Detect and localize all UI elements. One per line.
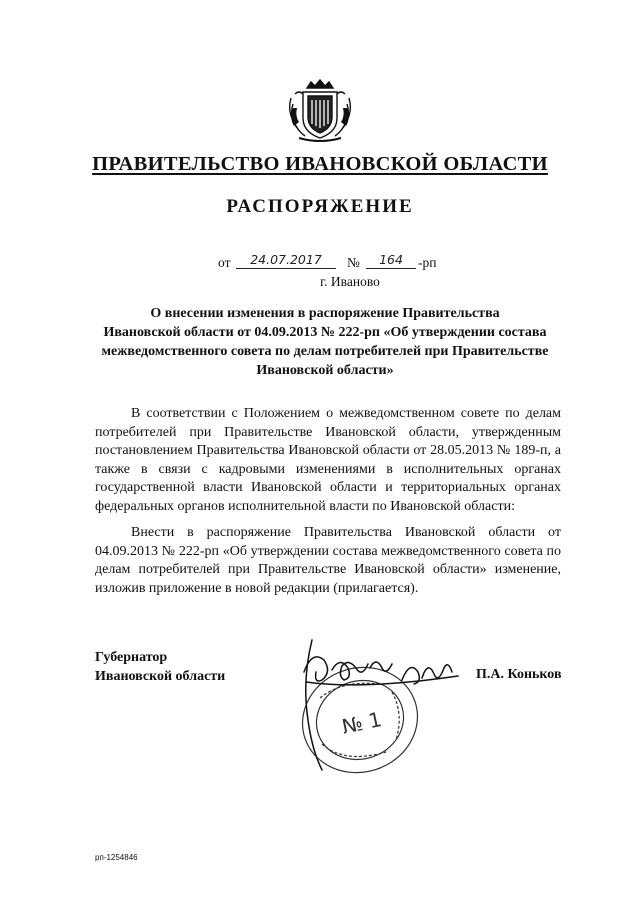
- date-prefix: от: [218, 255, 231, 270]
- document-type-heading: РАСПОРЯЖЕНИЕ: [226, 196, 414, 217]
- handwritten-signature: [304, 640, 458, 770]
- document-code: рп-1254846: [95, 853, 138, 862]
- document-subject: [90, 304, 560, 380]
- body-paragraph-1: В соответствии с Положением о межведомственном совете по делам потребителей при Правительстве Ивановской области, утвержденным постановлением Правительства Ивановской области от 28.05.2013 № 189-п, а также в связи с кадровыми изменениями в исполнительных органах государственной власти Ивановской области и территориальных органах федеральных органов исполнительной власти по Ивановской области:: [95, 406, 561, 514]
- signatory-position: Губернатор Ивановской области: [95, 650, 226, 684]
- subject-line: Ивановской области»: [256, 363, 394, 378]
- seal-number: № 1: [339, 707, 384, 739]
- signature-and-seal: [282, 620, 482, 780]
- number-suffix: -рп: [418, 255, 437, 270]
- subject-line: межведомственного совета по делам потребителей при Правительстве: [101, 344, 549, 359]
- number-prefix: №: [347, 255, 360, 270]
- organization-title: ПРАВИТЕЛЬСТВО ИВАНОВСКОЙ ОБЛАСТИ: [92, 153, 548, 175]
- subject-line: О внесении изменения в распоряжение Правительства: [150, 306, 500, 321]
- coat-of-arms-emblem: [285, 78, 355, 142]
- body-paragraph-2: Внести в распоряжение Правительства Ивановской области от 04.09.2013 № 222-рп «Об утверждении состава межведомственного совета по делам потребителей при Правительстве Ивановской области» изменение, изложив приложение в новой редакции (прилагается).: [95, 525, 561, 596]
- signatory-name: П.А. Коньков: [476, 667, 562, 682]
- number-handwritten: 164: [366, 252, 416, 269]
- date-handwritten: 24.07.2017: [236, 252, 336, 269]
- city-line: г. Иваново: [320, 274, 380, 289]
- subject-line: Ивановской области от 04.09.2013 № 222-рп «Об утверждении состава: [103, 325, 547, 340]
